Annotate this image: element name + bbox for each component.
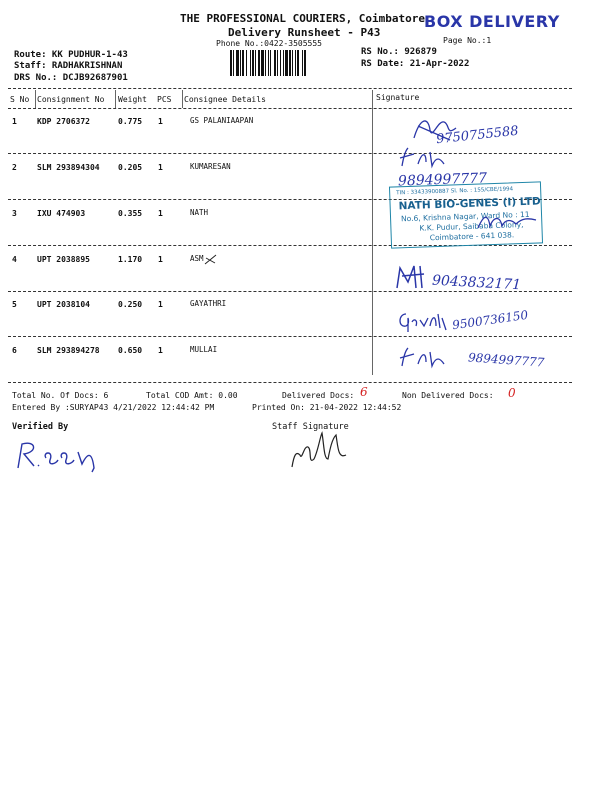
total-docs: Total No. Of Docs: 6 <box>12 391 109 400</box>
row5-phone: 9500736150 <box>451 307 529 333</box>
row-sno: 1 <box>12 117 17 126</box>
row-weight: 0.650 <box>118 346 143 355</box>
row-consignee: KUMARESAN <box>190 162 231 171</box>
row-weight: 0.205 <box>118 163 143 172</box>
table-bottom-rule <box>8 382 572 383</box>
row4-signature <box>394 262 434 292</box>
rs-date: RS Date: 21-Apr-2022 <box>361 59 470 69</box>
row-consignee: ASM <box>190 254 204 263</box>
verified-by-label: Verified By <box>12 422 69 432</box>
row-consignment: KDP 2706372 <box>37 117 90 126</box>
signature-col-divider <box>372 90 373 375</box>
table-top-rule <box>8 88 572 89</box>
row6-phone: 9894997777 <box>467 350 545 370</box>
row-pcs: 1 <box>158 163 163 172</box>
stamp-company: NATH BIO-GENES (I) LTD <box>398 195 541 213</box>
row-sno: 6 <box>12 346 17 355</box>
row-consignment: UPT 2038895 <box>37 255 90 264</box>
delivered-count-handwritten: 6 <box>360 385 368 399</box>
entered-by: Entered By :SURYAP43 4/21/2022 12:44:42 PM <box>12 403 215 412</box>
row-weight: 0.250 <box>118 300 143 309</box>
header-pcs: PCS <box>157 95 172 104</box>
row-consignment: IXU 474903 <box>37 209 86 218</box>
non-delivered-docs: Non Delivered Docs: <box>402 391 494 400</box>
staff-text: Staff: RADHAKRISHNAN <box>14 61 123 71</box>
box-delivery-stamp: BOX DELIVERY <box>424 12 560 31</box>
row-pcs: 1 <box>158 209 163 218</box>
row2-signature <box>396 144 476 172</box>
row-consignee: GAYATHRI <box>190 299 227 308</box>
row-sno: 5 <box>12 300 17 309</box>
stamp-address1: No.6, Krishna Nagar, Ward No : 11 <box>400 209 530 224</box>
barcode <box>230 50 340 76</box>
drs-number: DRS No.: DCJB92687901 <box>14 73 128 83</box>
stamp-address2: K.K. Pudur, Saibaba Colony, <box>419 220 524 233</box>
header-weight: Weight <box>118 95 147 104</box>
route-text: Route: KK PUDHUR-1-43 <box>14 50 128 60</box>
row-rule <box>8 336 572 337</box>
table-header-rule <box>8 108 572 109</box>
document-title: Delivery Runsheet - P43 <box>228 26 381 39</box>
row-weight: 1.170 <box>118 255 143 264</box>
row-consignment: SLM 293894278 <box>37 346 100 355</box>
row-consignee: GS PALANIAAPAN <box>190 116 254 125</box>
row6-signature <box>396 344 466 370</box>
staff-signature-label: Staff Signature <box>272 422 349 432</box>
row-pcs: 1 <box>158 255 163 264</box>
printed-on: Printed On: 21-04-2022 12:44:52 <box>252 403 402 412</box>
stamp-address3: Coimbatore - 641 038. <box>429 230 515 243</box>
non-delivered-count-handwritten: 0 <box>508 386 516 400</box>
header-consignee: Consignee Details <box>184 95 266 104</box>
row3-signature <box>476 210 546 234</box>
row-consignee: MULLAI <box>190 345 218 354</box>
stamp-tin: TIN : 33433900887 Sl. No. : 155/CBE/1994 <box>396 186 514 197</box>
staff-signature <box>286 425 356 480</box>
header-signature: Signature <box>376 93 420 102</box>
row-consignment: UPT 2038104 <box>37 300 90 309</box>
row-pcs: 1 <box>158 346 163 355</box>
col-divider <box>182 90 183 108</box>
row-pcs: 1 <box>158 117 163 126</box>
row-sno: 3 <box>12 209 17 218</box>
row-consignee: NATH <box>190 208 209 217</box>
verifier-signature <box>12 438 108 472</box>
col-divider <box>35 90 36 108</box>
row2-phone: 9894997777 <box>397 170 488 190</box>
delivered-docs: Delivered Docs: <box>282 391 355 400</box>
row1-phone: 9750755588 <box>435 123 520 148</box>
company-name: THE PROFESSIONAL COURIERS, Coimbatore <box>180 12 426 25</box>
total-cod: Total COD Amt: 0.00 <box>146 391 238 400</box>
header-sno: S No <box>10 95 30 104</box>
row-sno: 4 <box>12 255 17 264</box>
row-weight: 0.775 <box>118 117 143 126</box>
col-divider <box>115 90 116 108</box>
phone-number: Phone No.:0422-3505555 <box>216 39 322 48</box>
header-consignment: Consignment No <box>37 95 105 104</box>
page-number: Page No.:1 <box>443 36 492 45</box>
row-consignment: SLM 293894304 <box>37 163 100 172</box>
row-pcs: 1 <box>158 300 163 309</box>
row-sno: 2 <box>12 163 17 172</box>
row-weight: 0.355 <box>118 209 143 218</box>
row-rule <box>8 153 572 154</box>
consignee-scribble <box>204 254 218 266</box>
rs-number: RS No.: 926879 <box>361 47 437 57</box>
row4-phone: 9043832171 <box>431 272 522 294</box>
